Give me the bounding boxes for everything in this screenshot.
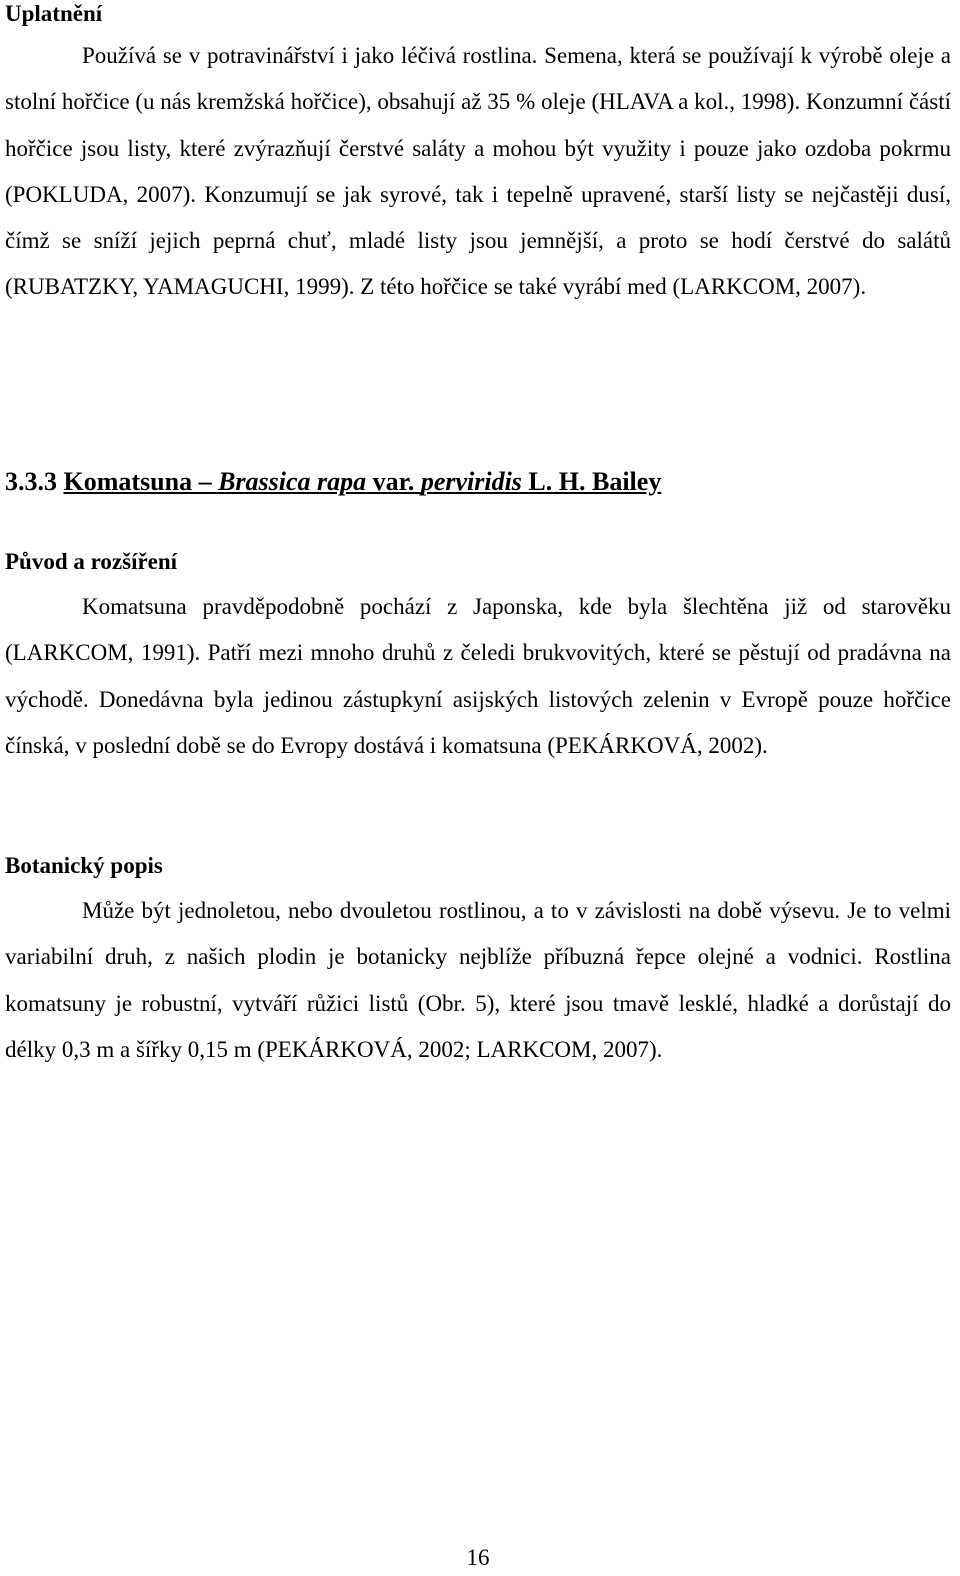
paragraph-botanicky-popis: Může být jednoletou, nebo dvouletou rostlinou, a to v závislosti na době výsevu. Je to velmi variabilní druh, z našich plodin je botanicky nejblíže příbuzná řepce olejné a vodnici. Rostlina komatsuny je robustní, vytváří růžici listů (Obr. 5), které jsou tmavě lesklé, hladké a dorůstají do délky 0,3 m a šířky 0,15 m (PEKÁRKOVÁ, 2002; LARKCOM, 2007). (5, 898, 951, 1062)
species-name: Brassica rapa (218, 467, 367, 496)
section-title (5, 466, 661, 498)
section-name: Komatsuna – Brassica rapa var. perviridis L. H. Bailey (63, 467, 662, 496)
variety-name: perviridis (420, 467, 522, 496)
paragraph-puvod: Komatsuna pravděpodobně pochází z Japonska, kde byla šlechtěna již od starověku (LARKCOM, 1991). Patří mezi mnoho druhů z čeledi brukvovitých, které se pěstují od pradávna na východě. Donedávna byla jedinou zástupkyní asijských listových zelenin v Evropě pouze hořčice čínská, v poslední době se do Evropy dostává i komatsuna (PEKÁRKOVÁ, 2002). (5, 594, 951, 758)
section-number: 3.3.3 (5, 467, 57, 496)
heading-uplatneni: Uplatnění (5, 1, 103, 26)
paragraph-uplatneni: Používá se v potravinářství i jako léčivá rostlina. Semena, která se používají k výrobě oleje a stolní hořčice (u nás kremžská hořčice), obsahují až 35 % oleje (HLAVA a kol., 1998). Konzumní částí hořčice jsou listy, které zvýrazňují čerstvé saláty a mohou být využity i pouze jako ozdoba pokrmu (POKLUDA, 2007). Konzumují se jak syrové, tak i tepelně upravené, starší listy se nejčastěji dusí, čímž se sníží jejich peprná chuť, mladé listy jsou jemnější, a proto se hodí čerstvé do salátů (RUBATZKY, YAMAGUCHI, 1999). Z této hořčice se také vyrábí med (LARKCOM, 2007). (5, 43, 951, 300)
heading-puvod: Původ a rozšíření (5, 549, 178, 574)
heading-botanicky-popis: Botanický popis (5, 853, 163, 878)
page-number: 16 (466, 1545, 490, 1570)
